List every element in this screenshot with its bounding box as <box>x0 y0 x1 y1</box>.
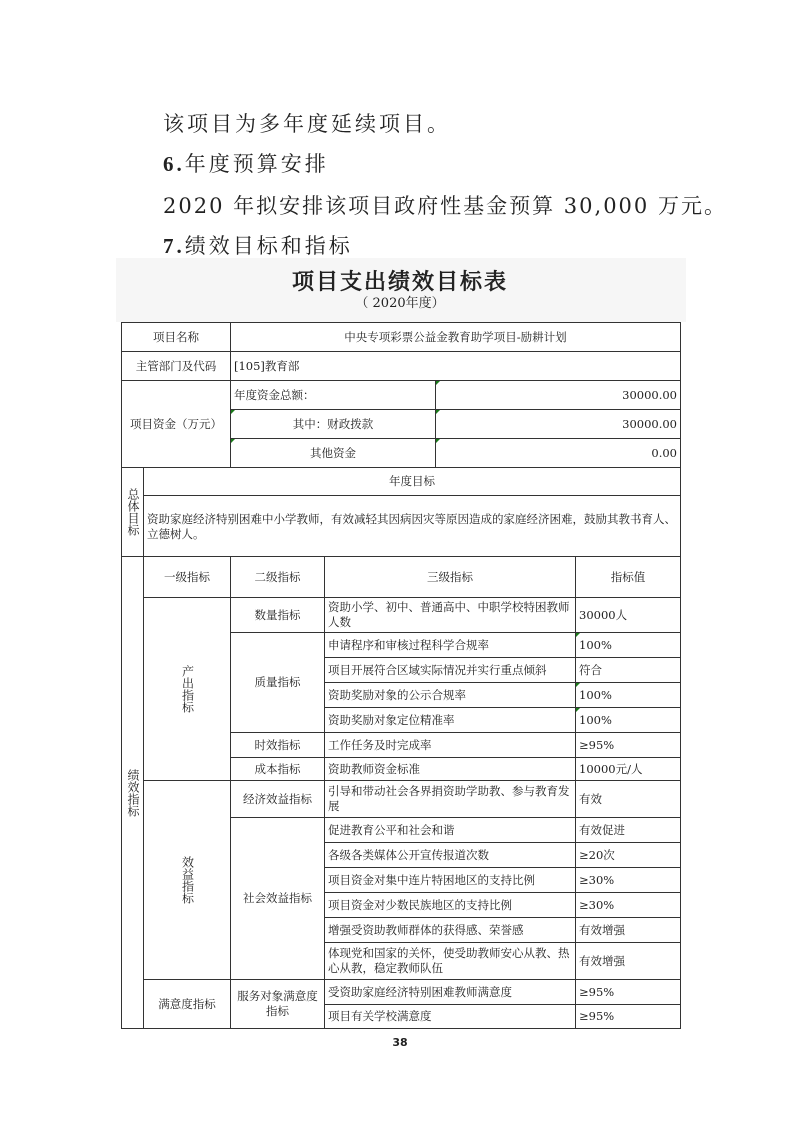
indicator-value: 有效促进 <box>575 817 681 843</box>
indicator-row: 引导和带动社会各界捐资助学助教、参与教育发展 <box>324 780 576 818</box>
level2-cost: 成本指标 <box>230 757 325 781</box>
section-7-title: 绩效目标和指标 <box>184 234 353 258</box>
indicator-value: ≥20次 <box>575 842 681 868</box>
level2-timeliness: 时效指标 <box>230 732 325 758</box>
dept-value: [105]教育部 <box>230 351 681 381</box>
header-value: 指标值 <box>575 556 681 598</box>
indicator-row: 体现党和国家的关怀，使受助教师安心从教、热心从教，稳定教师队伍 <box>324 942 576 980</box>
indicator-row: 项目开展符合区域实际情况并实行重点倾斜 <box>324 657 576 683</box>
fund-fiscal-value: 30000.00 <box>435 409 681 439</box>
indicator-value: ≥30% <box>575 867 681 893</box>
perf-indicator-label: 绩效指标 <box>121 556 144 1029</box>
fund-other-label: 其他资金 <box>230 438 436 468</box>
intro-paragraph: 该项目为多年度延续项目。 <box>163 112 451 136</box>
level1-output: 产出指标 <box>143 597 231 781</box>
indicator-value: 有效增强 <box>575 942 681 980</box>
annual-goal-header: 年度目标 <box>143 467 681 496</box>
indicator-value: ≥95% <box>575 1004 681 1029</box>
section-7-number: 7. <box>163 234 185 258</box>
dept-label: 主管部门及代码 <box>121 351 231 381</box>
level2-quantity: 数量指标 <box>230 597 325 633</box>
indicator-row: 资助教师资金标准 <box>324 757 576 781</box>
indicator-value: 符合 <box>575 657 681 683</box>
fund-other-value: 0.00 <box>435 438 681 468</box>
header-level2: 二级指标 <box>230 556 325 598</box>
indicator-row: 促进教育公平和社会和谐 <box>324 817 576 843</box>
indicator-value: ≥95% <box>575 732 681 758</box>
indicator-value: 100% <box>575 682 681 708</box>
fund-total-label: 年度资金总额： <box>230 380 436 410</box>
section-6-number: 6. <box>163 152 185 176</box>
budget-paragraph: 2020 年拟安排该项目政府性基金预算 30,000 万元。 <box>163 194 727 218</box>
indicator-value: 100% <box>575 632 681 658</box>
fund-fiscal-label: 其中：财政拨款 <box>230 409 436 439</box>
level2-service: 服务对象满意度指标 <box>230 979 325 1029</box>
section-6-title: 年度预算安排 <box>184 152 329 176</box>
table-subtitle: （ 2020年度） <box>355 296 445 311</box>
indicator-row: 工作任务及时完成率 <box>324 732 576 758</box>
page-number: 38 <box>392 1036 408 1049</box>
indicator-value: 10000元/人 <box>575 757 681 781</box>
project-name-label: 项目名称 <box>121 322 231 352</box>
indicator-row: 项目资金对少数民族地区的支持比例 <box>324 892 576 918</box>
indicator-value: 有效 <box>575 780 681 818</box>
indicator-value: 30000人 <box>575 597 681 633</box>
header-level1: 一级指标 <box>143 556 231 598</box>
funds-label: 项目资金（万元） <box>121 380 231 468</box>
level2-economic: 经济效益指标 <box>230 780 325 818</box>
indicator-row: 各级各类媒体公开宣传报道次数 <box>324 842 576 868</box>
indicator-row: 资助奖励对象的公示合规率 <box>324 682 576 708</box>
level1-satisfaction: 满意度指标 <box>143 979 231 1029</box>
level1-benefit: 效益指标 <box>143 780 231 980</box>
indicator-value: 100% <box>575 707 681 733</box>
table-title: 项目支出绩效目标表 <box>291 270 508 295</box>
indicator-value: 有效增强 <box>575 917 681 943</box>
indicator-row: 项目有关学校满意度 <box>324 1004 576 1029</box>
indicator-row: 受资助家庭经济特别困难教师满意度 <box>324 979 576 1005</box>
section-7-heading <box>163 230 353 260</box>
indicator-row: 项目资金对集中连片特困地区的支持比例 <box>324 867 576 893</box>
indicator-row: 申请程序和审核过程科学合规率 <box>324 632 576 658</box>
header-level3: 三级指标 <box>324 556 576 598</box>
level2-quality: 质量指标 <box>230 632 325 733</box>
indicator-value: ≥30% <box>575 892 681 918</box>
project-name-value: 中央专项彩票公益金教育助学项目-励耕计划 <box>230 322 681 352</box>
indicator-value: ≥95% <box>575 979 681 1005</box>
indicator-row: 增强受资助教师群体的获得感、荣誉感 <box>324 917 576 943</box>
level2-social: 社会效益指标 <box>230 817 325 980</box>
fund-total-value: 30000.00 <box>435 380 681 410</box>
section-6-heading <box>163 148 329 178</box>
annual-goal-text: 资助家庭经济特别困难中小学教师，有效减轻其因病因灾等原因造成的家庭经济困难，鼓励其教书育人、立德树人。 <box>143 495 681 557</box>
indicator-row: 资助小学、初中、普通高中、中职学校特困教师人数 <box>324 597 576 633</box>
indicator-row: 资助奖励对象定位精准率 <box>324 707 576 733</box>
overall-goal-label: 总体目标 <box>121 467 144 557</box>
